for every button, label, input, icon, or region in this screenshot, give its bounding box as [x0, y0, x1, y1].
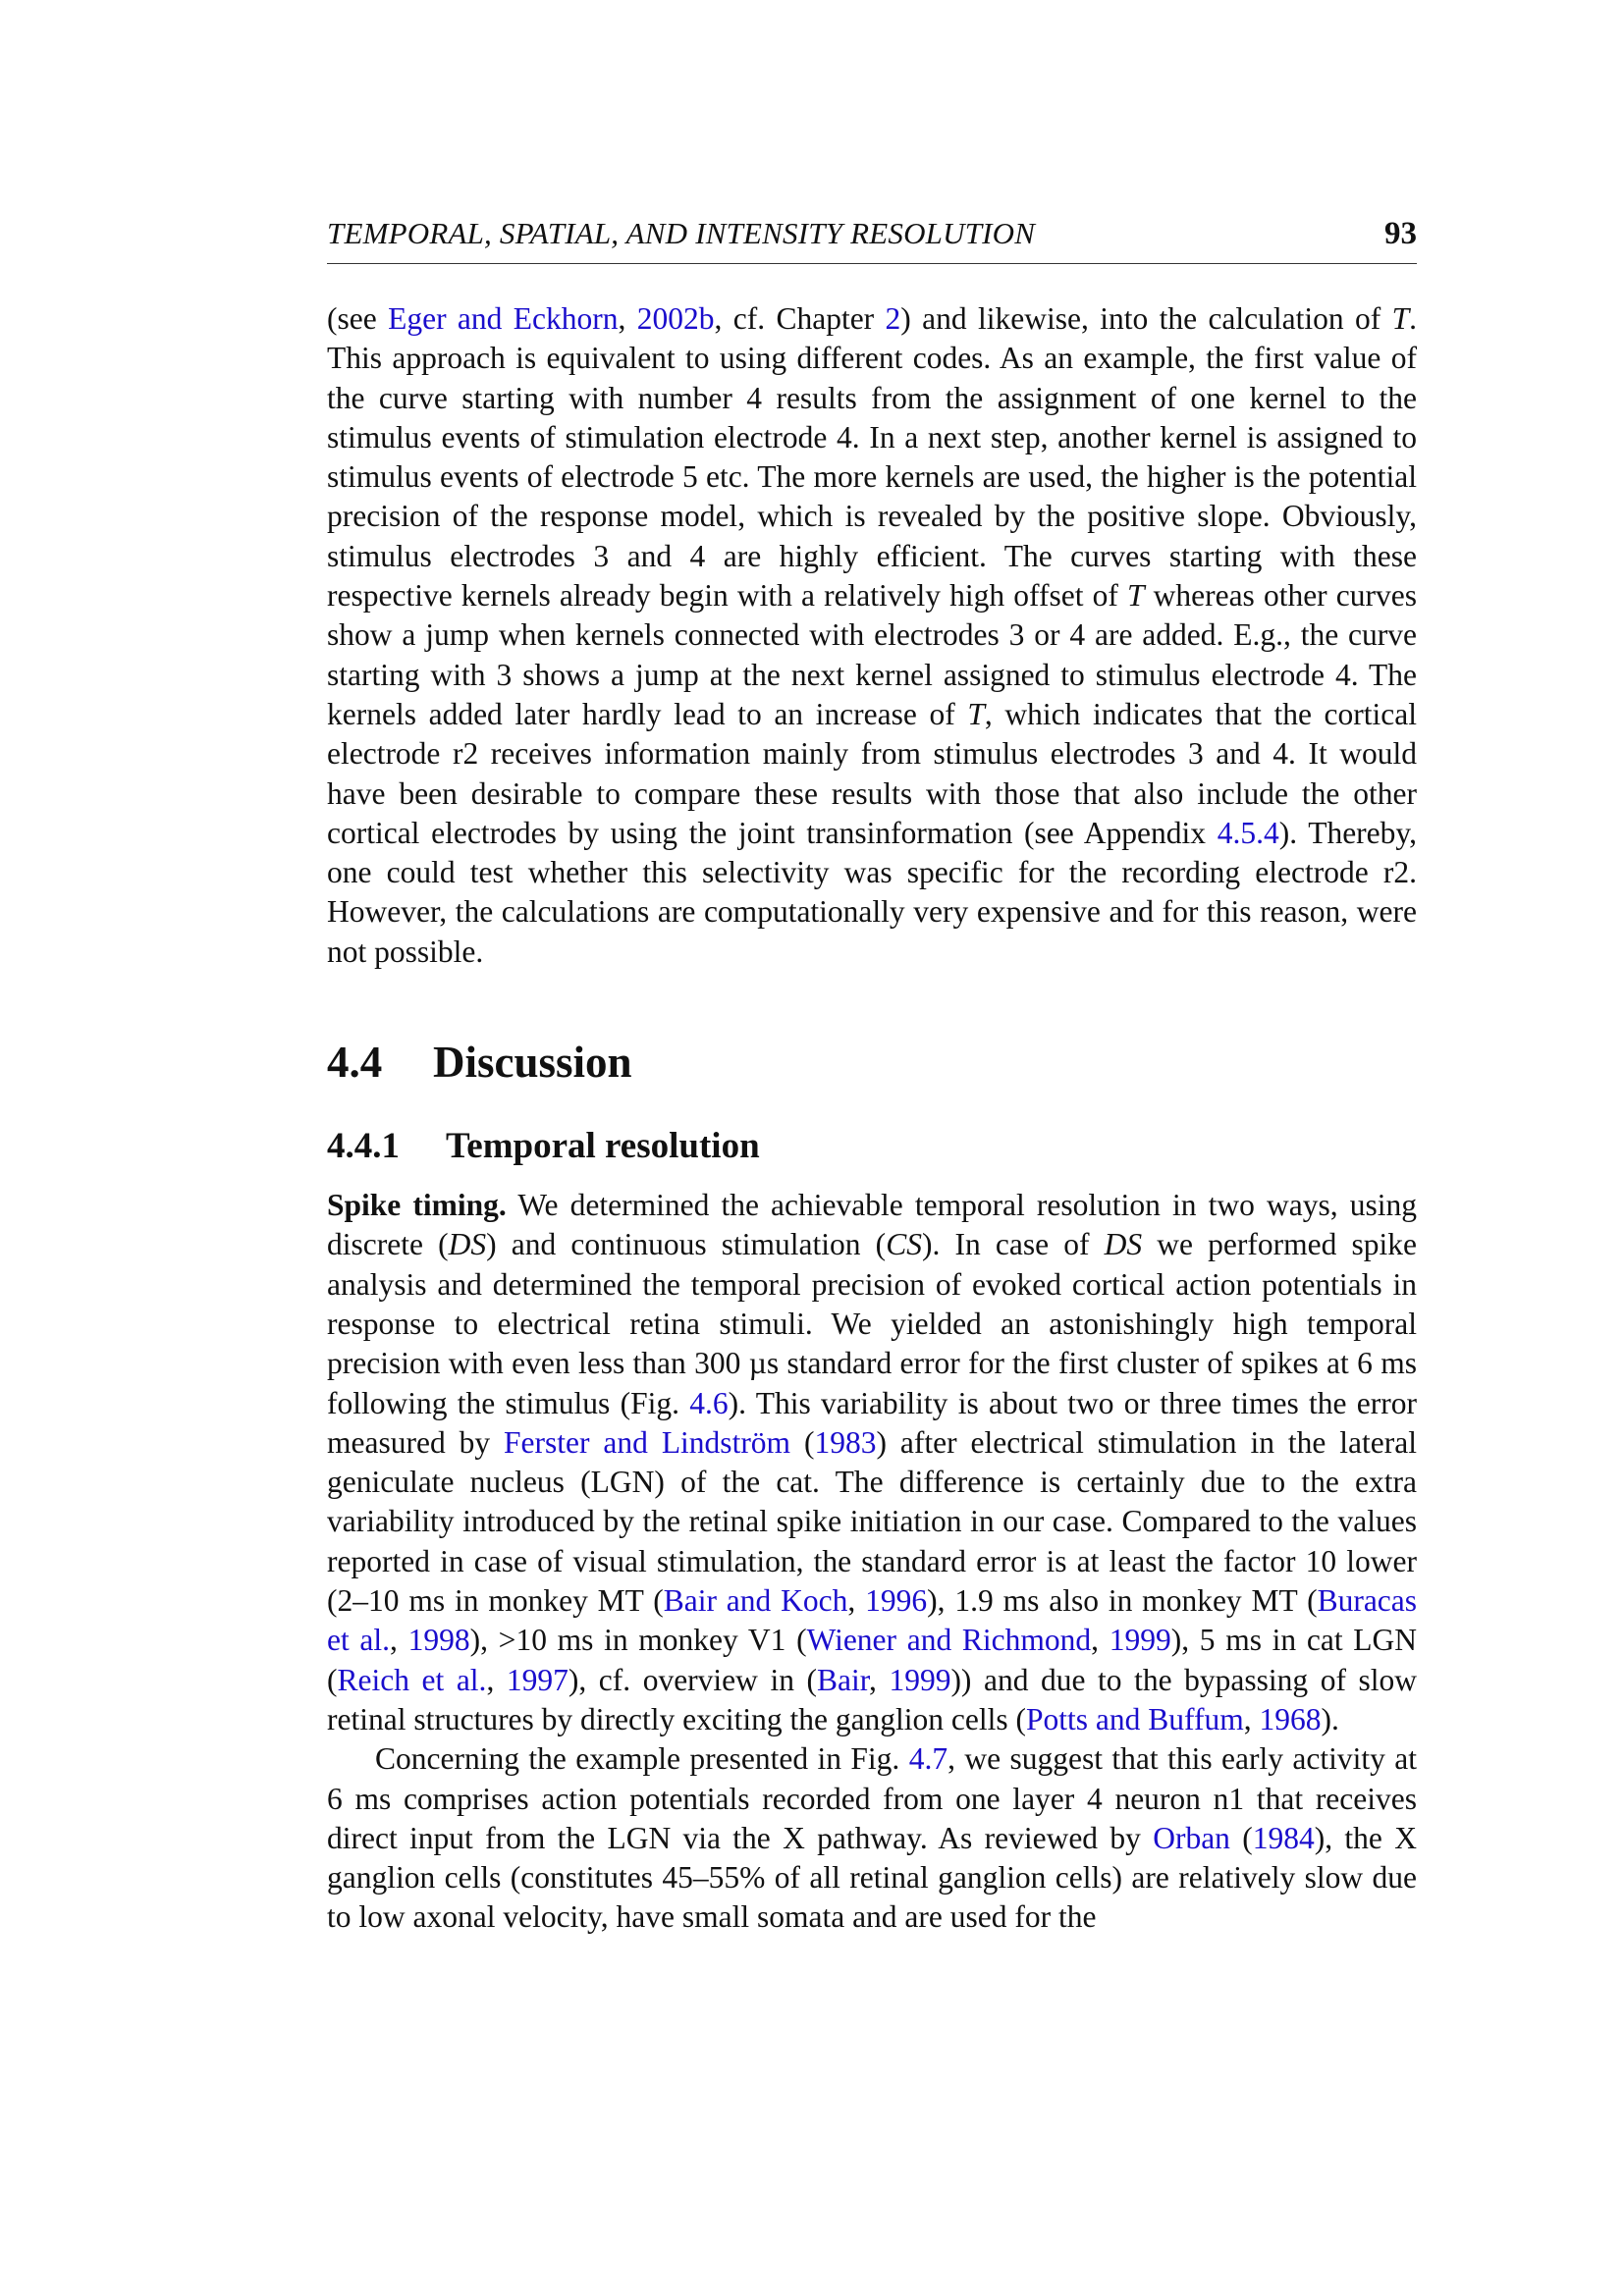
subsection-number: 4.4.1: [327, 1126, 400, 1167]
citation-link[interactable]: Ferster and Lindström: [504, 1424, 791, 1460]
citation-link[interactable]: Bair: [817, 1662, 869, 1697]
section-heading: [327, 1037, 1417, 1088]
citation-year-link[interactable]: 1996: [865, 1583, 928, 1619]
citation-link[interactable]: Buracas et al.: [327, 1583, 1418, 1658]
citation-year-link[interactable]: 1984: [1252, 1820, 1315, 1855]
citation-year-link[interactable]: 1999: [1109, 1623, 1171, 1658]
chapter-link[interactable]: 2: [885, 301, 901, 336]
citation-link[interactable]: Wiener and Richmond: [806, 1623, 1092, 1658]
citation-link[interactable]: Reich et al.: [337, 1662, 487, 1697]
citation-year-link[interactable]: 2002b: [636, 301, 715, 336]
citation-year-link[interactable]: 1998: [407, 1623, 470, 1658]
citation-year-link[interactable]: 1968: [1259, 1701, 1322, 1736]
math-variable: T: [1391, 301, 1410, 336]
citation-link[interactable]: Eger and Eckhorn: [388, 301, 619, 336]
citation-year-link[interactable]: 1983: [814, 1424, 877, 1460]
running-title: TEMPORAL, SPATIAL, AND INTENSITY RESOLUTION: [327, 216, 1036, 250]
subsection-heading: [327, 1125, 1417, 1168]
subsection-title: Temporal resolution: [446, 1126, 760, 1167]
running-header: [327, 214, 1417, 264]
figure-link[interactable]: 4.7: [908, 1741, 948, 1777]
run-in-heading: Spike timing.: [327, 1188, 507, 1223]
appendix-link[interactable]: 4.5.4: [1217, 815, 1279, 850]
citation-link[interactable]: Potts and Buffum: [1026, 1701, 1244, 1736]
citation-link[interactable]: Bair and Koch: [663, 1583, 848, 1619]
book-page: [327, 214, 1417, 1938]
paragraph-continuation: (see Eger and Eckhorn, 2002b, cf. Chapter 2) and likewise, into the calculation of T. This approach is equivalent to using different codes. As an example, the first value of the curve starting with number 4 results from the assignment of one kernel to the stimulus events of stimulation electrode 4. In a next step, another kernel is assigned to stimulus events of electrode 5 etc. The more kernels are used, the higher is the potential precision of the response model, which is revealed by the positive slope. Obviously, stimulus electrodes 3 and 4 are highly efficient. The curves starting with these respective kernels already begin with a relatively high offset of T whereas other curves show a jump when kernels connected with electrodes 3 or 4 are added. E.g., the curve starting with 3 shows a jump at the next kernel assigned to stimulus electrode 4. The kernels added later hardly lead to an increase of T, which indicates that the cortical electrode r2 receives information mainly from stimulus electrodes 3 and 4. It would have been desirable to compare these results with those that also include the other cortical electrodes by using the joint transinformation (see Appendix 4.5.4). Thereby, one could test whether this selectivity was specific for the recording electrode r2. However, the calculations are computationally very expensive and for this reason, were not possible.: [327, 301, 1418, 969]
paragraph-spike-timing: Spike timing. We determined the achievable temporal resolution in two ways, using discrete (DS) and continuous stimulation (CS). In case of DS we performed spike analysis and determined the temporal precision of evoked cortical action potentials in response to electrical retina stimuli. We yielded an astonishingly high temporal precision with even less than 300 µs standard error for the first cluster of spikes at 6 ms following the stimulus (Fig. 4.6). This variability is about two or three times the error measured by Ferster and Lindström (1983) after electrical stimulation in the lateral geniculate nucleus (LGN) of the cat. The difference is certainly due to the extra variability introduced by the retinal spike initiation in our case. Compared to the values reported in case of visual stimulation, the standard error is at least the factor 10 lower (2–10 ms in monkey MT (Bair and Koch, 1996), 1.9 ms also in monkey MT (Buracas et al., 1998), >10 ms in monkey V1 (Wiener and Richmond, 1999), 5 ms in cat LGN (Reich et al., 1997), cf. overview in (Bair, 1999)) and due to the bypassing of slow retinal structures by directly exciting the ganglion cells (Potts and Buffum, 1968).: [327, 1188, 1418, 1736]
page-number: 93: [1384, 216, 1417, 251]
math-variable: T: [1126, 578, 1145, 614]
citation-link[interactable]: Orban: [1153, 1820, 1230, 1855]
section-title: Discussion: [433, 1038, 632, 1088]
paragraph-example: Concerning the example presented in Fig. 4.7, we suggest that this early activity at 6 ms comprises action potentials recorded from one layer 4 neuron n1 that receives direct input from the LGN via the X pathway. As reviewed by Orban (1984), the X ganglion cells (constitutes 45–55% of all retinal ganglion cells) are relatively slow due to low axonal velocity, have small somata and are used for the: [327, 1741, 1417, 1935]
figure-link[interactable]: 4.6: [689, 1385, 729, 1420]
section-number: 4.4: [327, 1038, 383, 1088]
citation-year-link[interactable]: 1999: [889, 1662, 951, 1697]
math-variable: T: [967, 696, 985, 731]
citation-year-link[interactable]: 1997: [506, 1662, 568, 1697]
